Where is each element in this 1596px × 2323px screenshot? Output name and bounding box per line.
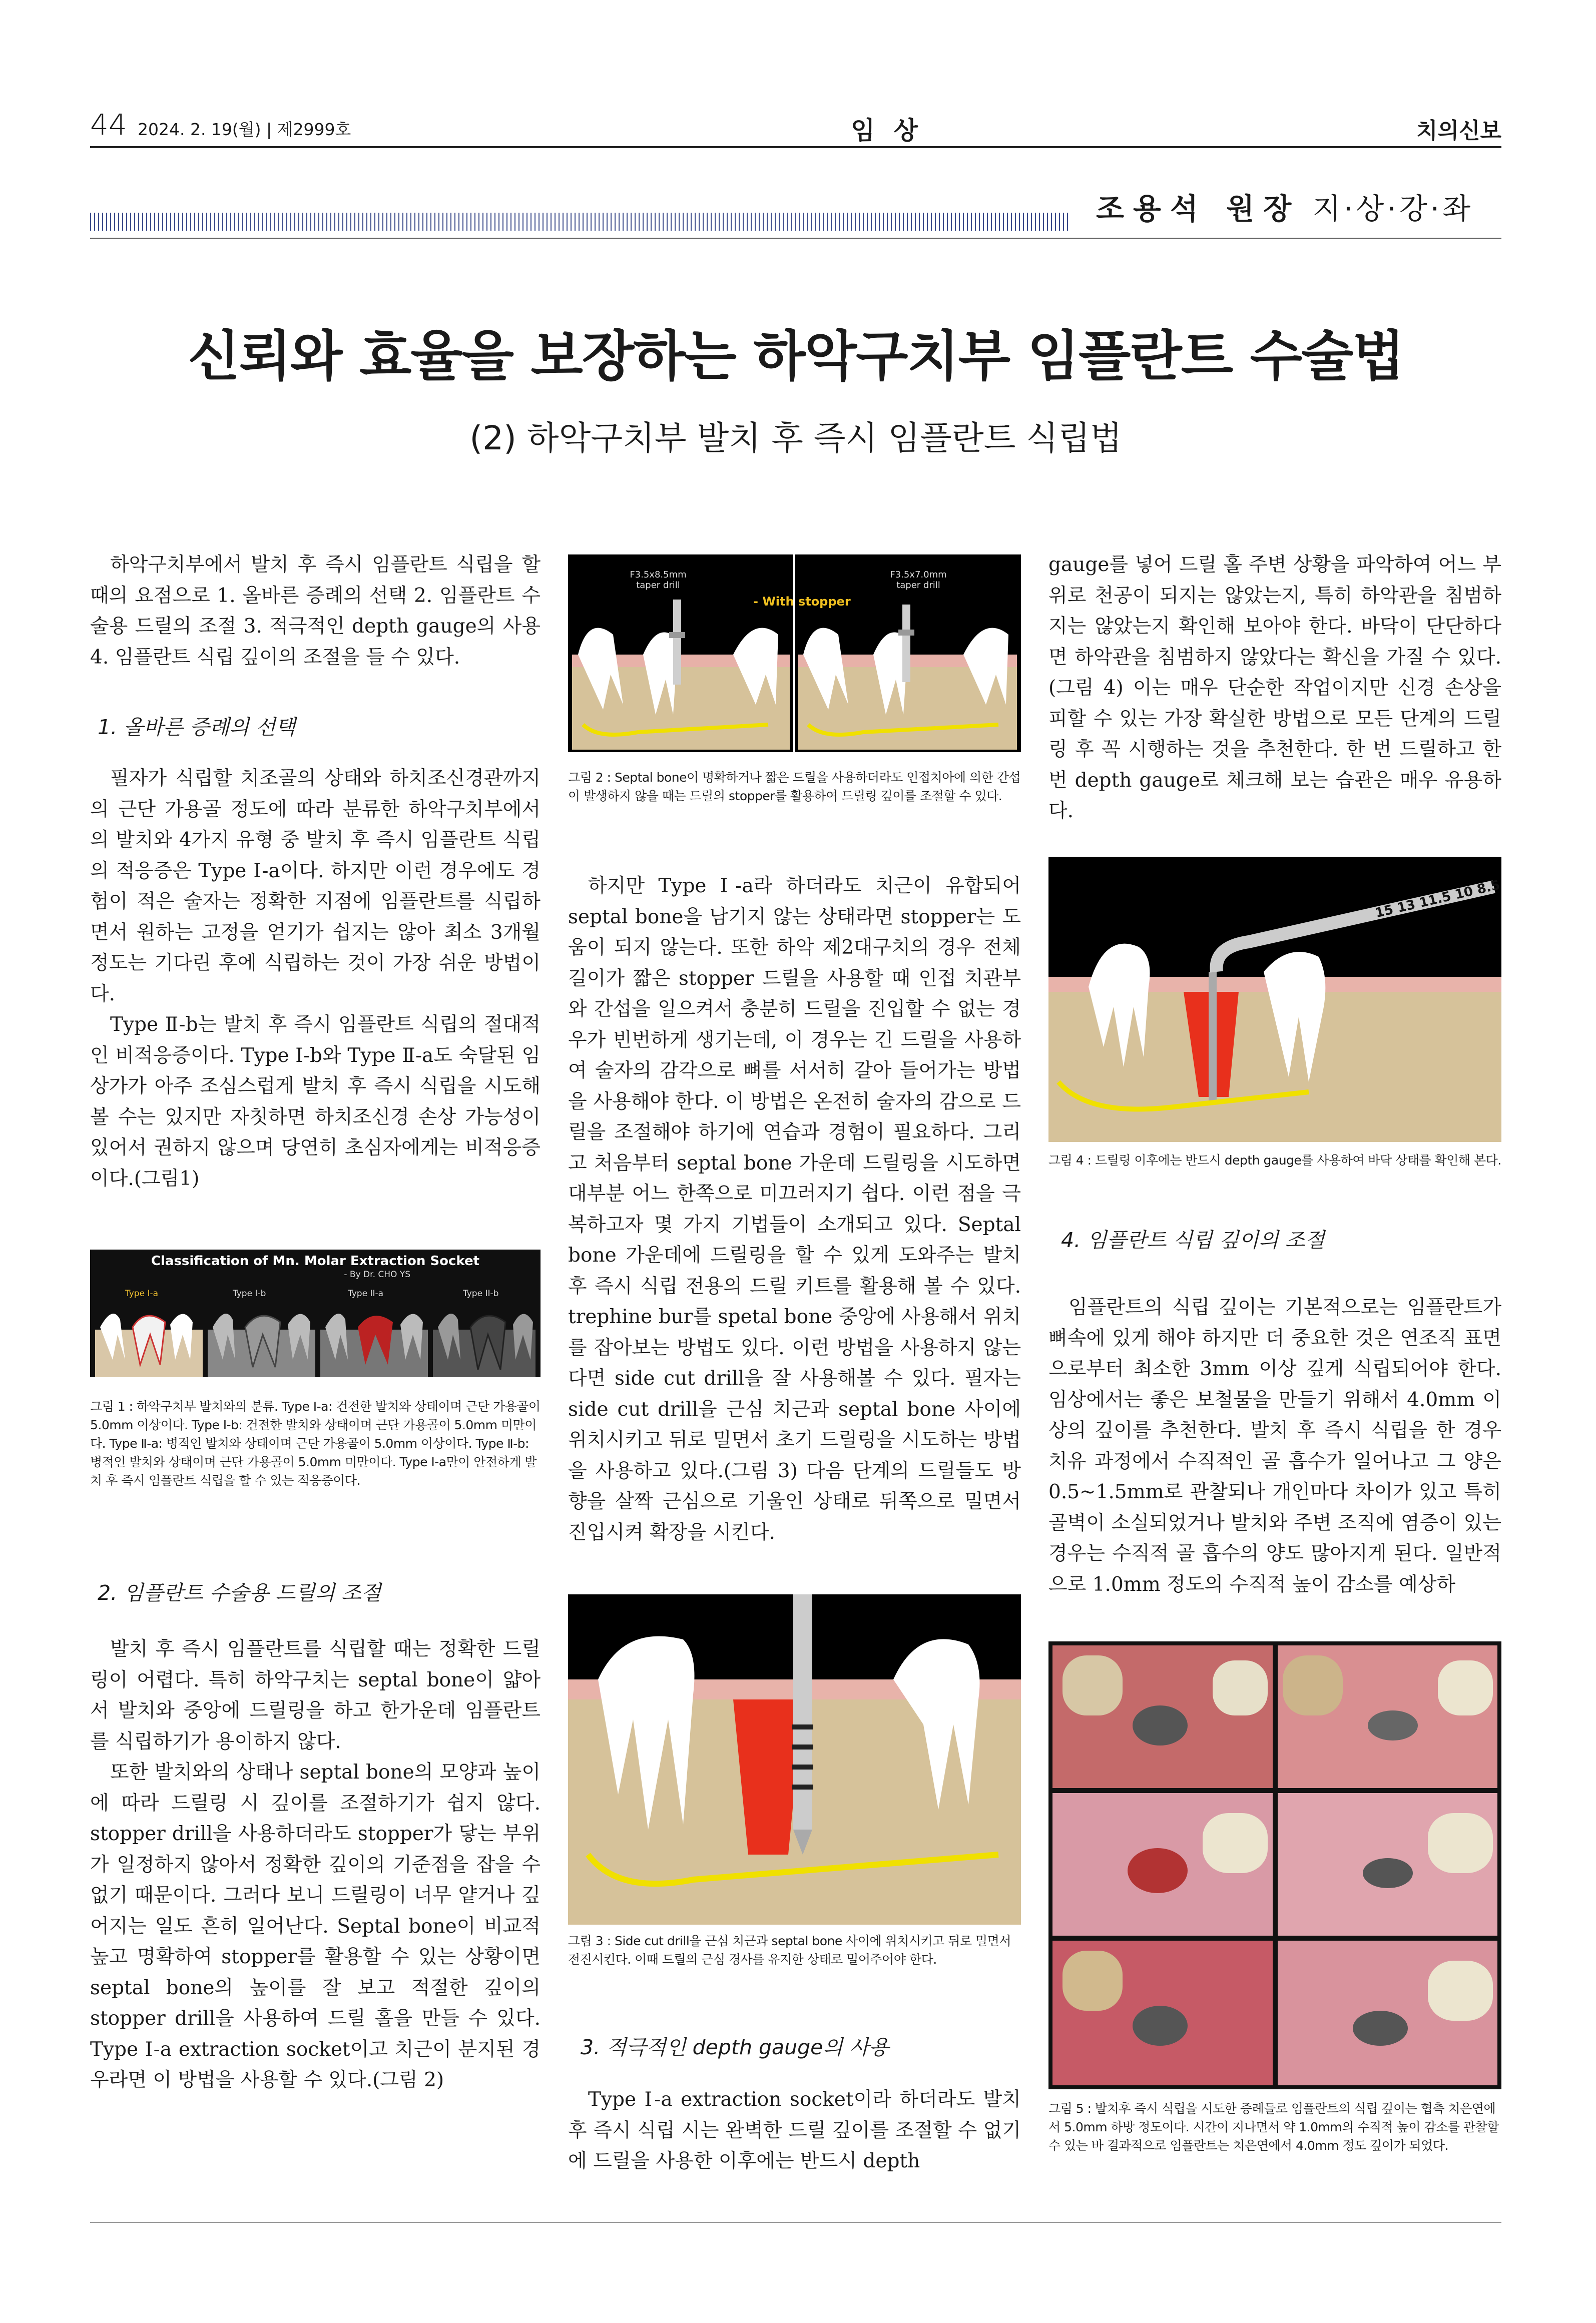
fig2-with-stopper: - With stopper: [753, 595, 851, 609]
heading-3: 3. 적극적인 depth gauge의 사용: [581, 2035, 889, 2059]
col1-block2: [90, 763, 541, 1194]
fig5-photo-2: [1278, 1645, 1497, 1788]
caption-1: 그림 1 : 하악구치부 발치와의 분류. Type Ⅰ-a: 건전한 발치와 상태이며 근단 가용골이 5.0mm 이상이다. Type Ⅰ-b: 건전한 발치와 상태이며 근단 가용골이 5.0mm 미만이다. Type Ⅱ-a: 병적인 발치와 상태이며 근단 가용골이 5.0mm 이상이다. Type Ⅱ-b: 병적인 발치와 상태이며 근단 가용골이 5.0mm 미만이다. Type Ⅰ-a만이 안전하게 발치 후 즉시 임플란트 식립을 할 수 있는 적응증이다.: [90, 1399, 541, 1488]
col1-p2: Type Ⅱ-b는 발치 후 즉시 임플란트 식립의 절대적인 비적응증이다. Type Ⅰ-b와 Type Ⅱ-a도 숙달된 임상가가 아주 조심스럽게 발치 후 즉시 식립을 시도해 볼 수는 있지만 자칫하면 하치조신경 손상 가능성이 있어서 권하지 않으며 당연히 초심자에게는 비적응증이다.(그림1): [90, 1013, 541, 1190]
fig5-photo-5: [1052, 1941, 1273, 2085]
caption-4: 그림 4 : 드릴링 이후에는 반드시 depth gauge를 사용하여 바닥 상태를 확인해 본다.: [1048, 1153, 1501, 1168]
caption-5: 그림 5 : 발치후 즉시 식립을 시도한 증례들로 임플란트의 식립 깊이는 협측 치은연에서 5.0mm 하방 정도이다. 시간이 지나면서 약 1.0mm의 수직적 높이 감소를 관찰할 수 있는 바 결과적으로 임플란트는 치은연에서 4.0mm 정도 깊이가 되었다.: [1048, 2101, 1499, 2153]
page-header: [90, 108, 1501, 143]
series-rule: [90, 238, 1501, 239]
figure-3: [568, 1594, 1021, 1925]
series-author: 조용석 원장: [1096, 192, 1301, 226]
fig5-photo-6: [1278, 1941, 1497, 2085]
fig3-illustration: [568, 1594, 1021, 1925]
fig2-label-right: F3.5x7.0mm taper drill: [890, 569, 947, 591]
col3-block2: [1048, 1292, 1501, 1600]
page-number: 44: [90, 108, 127, 142]
col3-block1: [1048, 549, 1501, 827]
col2-p2: Type Ⅰ-a extraction socket이라 하더라도 발치 후 즉시 식립 시는 완벽한 드릴 깊이를 조절할 수 없기에 드릴을 사용한 이후에는 반드시 depth: [568, 2088, 1021, 2172]
col1-block1: [90, 549, 541, 673]
section-name: 임 상: [851, 116, 923, 145]
fig5-photo-4: [1278, 1793, 1497, 1936]
figure-1: [90, 1250, 541, 1377]
col2-block1: [568, 871, 1021, 1548]
article-title: 신뢰와 효율을 보장하는 하악구치부 임플란트 수술법: [188, 325, 1404, 388]
caption-2: 그림 2 : Septal bone이 명확하거나 짧은 드릴을 사용하더라도 인접치아에 의한 간섭이 발생하지 않을 때는 드릴의 stopper를 활용하여 드릴링 깊이를 조절할 수 있다.: [568, 770, 1021, 803]
article-subtitle: (2) 하악구치부 발치 후 즉시 임플란트 식립법: [469, 419, 1122, 457]
col2-p1: 하지만 Type Ⅰ-a라 하더라도 치근이 유합되어 septal bone을 남기지 않는 상태라면 stopper는 도움이 되지 않는다. 또한 하악 제2대구치의 경우 전체 길이가 짧은 stopper 드릴을 사용할 때 인접 치관부와 간섭을 일으켜서 충분히 드릴을 진입할 수 없는 경우가 빈번하게 생기는데, 이 경우는 긴 드릴을 사용하여 술자의 감각으로 뼈를 서서히 갈아 들어가는 방법을 사용해야 한다. 이 방법은 온전히 술자의 감으로 드릴을 조절해야 하기에 연습과 경험이 필요하다. 그리고 처음부터 septal bone 가운데 드릴링을 시도하면 대부분 어느 한쪽으로 미끄러지기 쉽다. 이런 점을 극복하고자 몇 가지 기법들이 소개되고 있다. Septal bone 가운데에 드릴링을 할 수 있게 도와주는 발치 후 즉시 식립 전용의 드릴 키트를 활용해 볼 수 있다. trephine bur를 spetal bone 중앙에 사용해서 위치를 잡아보는 방법도 있다. 이런 방법을 사용하지 않는다면 side cut drill을 잘 사용해볼 수 있다. 필자는 side cut drill을 근심 치근과 septal bone 사이에 위치시키고 뒤로 밀면서 초기 드릴링을 시도하는 방법을 사용하고 있다.(그림 3) 다음 단계의 드릴들도 방향을 살짝 근심으로 기울인 상태로 뒤쪽으로 밀면서 진입시켜 확장을 시킨다.: [568, 875, 1021, 1544]
fig5-photo-3: [1052, 1793, 1273, 1936]
series-banner: [1096, 185, 1473, 227]
figure-2: [568, 554, 1021, 752]
col1-p3: 발치 후 즉시 임플란트를 식립할 때는 정확한 드릴링이 어렵다. 특히 하악구치는 septal bone이 얇아서 발치와 중앙에 드릴링을 하고 한가운데 임플란트를 식립하기가 용이하지 않다.: [90, 1638, 541, 1753]
fig1-type-3: Type II-a: [348, 1289, 384, 1299]
issue-date: 2024. 2. 19(월) | 제2999호: [138, 120, 351, 139]
heading-1: 1. 올바른 증례의 선택: [98, 715, 296, 739]
fig1-title: Classification of Mn. Molar Extraction Socket: [151, 1254, 480, 1269]
heading-4: 4. 임플란트 식립 깊이의 조절: [1061, 1228, 1325, 1252]
fig1-type-2: Type I-b: [233, 1289, 266, 1299]
header-rule: [90, 146, 1501, 148]
figure-5: [1048, 1641, 1501, 2089]
fig1-byline: - By Dr. CHO YS: [344, 1270, 410, 1280]
col1-intro: 하악구치부에서 발치 후 즉시 임플란트 식립을 할 때의 요점으로 1. 올바른 증례의 선택 2. 임플란트 수술용 드릴의 조절 3. 적극적인 depth gauge의 사용 4. 임플란트 식립 깊이의 조절을 들 수 있다.: [90, 553, 541, 669]
fig2-label-left: F3.5x8.5mm taper drill: [630, 569, 687, 591]
col3-p1: gauge를 넣어 드릴 홀 주변 상황을 파악하여 어느 부위로 천공이 되지는 않았는지, 특히 하악관을 침범하지는 않았는지 확인해 보아야 한다. 바닥이 단단하다면 하악관을 침범하지 않았다는 확신을 가질 수 있다.(그림 4) 이는 매우 단순한 작업이지만 신경 손상을 피할 수 있는 가장 확실한 방법으로 모든 단계의 드릴링 후 꼭 시행하는 것을 추천한다. 한 번 드릴하고 한 번 depth gauge로 체크해 보는 습관은 매우 유용하다.: [1048, 553, 1501, 822]
fig4-scale: 15 13 11.5 10 8.5: [1373, 877, 1501, 921]
col2-block2: [568, 2084, 1021, 2177]
fig1-type-1: Type I-a: [125, 1289, 159, 1299]
footer-rule: [90, 2222, 1501, 2223]
caption-3: 그림 3 : Side cut drill을 근심 치근과 septal bone 사이에 위치시키고 뒤로 밀면서 전진시킨다. 이때 드릴의 근심 경사를 유지한 상태로 밀어주어야 한다.: [568, 1934, 1011, 1967]
fig5-photo-1: [1052, 1645, 1273, 1788]
fig1-illustration: [90, 1300, 541, 1377]
publication-name: 치의신보: [1416, 118, 1501, 144]
series-title: 지·상·강·좌: [1312, 192, 1474, 226]
col1-p1: 필자가 식립할 치조골의 상태와 하치조신경관까지의 근단 가용골 정도에 따라 분류한 하악구치부에서의 발치와 4가지 유형 중 발치 후 즉시 임플란트 식립의 적응증은 Type Ⅰ-a이다. 하지만 이런 경우에도 경험이 적은 술자는 정확한 지점에 임플란트를 식립하면서 원하는 고정을 얻기가 쉽지는 않아 최소 3개월 정도는 기다린 후에 식립하는 것이 가장 쉬운 방법이다.: [90, 767, 541, 1005]
col1-block3: [90, 1634, 541, 2096]
fig1-type-4: Type II-b: [463, 1289, 499, 1299]
col3-p2: 임플란트의 식립 깊이는 기본적으로는 임플란트가 뼈속에 있게 해야 하지만 더 중요한 것은 연조직 표면으로부터 최소한 3mm 이상 깊게 식립되어야 한다. 임상에서는 좋은 보철물을 만들기 위해서 4.0mm 이상의 깊이를 추천한다. 발치 후 즉시 식립을 한 경우 치유 과정에서 수직적인 골 흡수가 일어나고 그 양은 0.5~1.5mm로 관찰되나 개인마다 차이가 있고 특히 골벽이 소실되었거나 발치와 주변 조직에 염증이 있는 경우는 수직적 골 흡수의 양도 많아지게 된다. 일반적으로 1.0mm 정도의 수직적 높이 감소를 예상하: [1048, 1296, 1501, 1596]
figure-4: [1048, 857, 1501, 1142]
decorative-stripe: [90, 213, 1071, 231]
col1-p4: 또한 발치와의 상태나 septal bone의 모양과 높이에 따라 드릴링 시 깊이를 조절하기가 쉽지 않다. stopper drill을 사용하더라도 stopper가 닿는 부위가 일정하지 않아서 정확한 깊이의 기준점을 잡을 수 없기 때문이다. 그러다 보니 드릴링이 너무 얕거나 깊어지는 일도 흔히 일어난다. Septal bone이 비교적 높고 명확하여 stopper를 활용할 수 있는 상황이면 septal bone의 높이를 잘 보고 적절한 깊이의 stopper drill을 사용하여 드릴 홀을 만들 수 있다. Type Ⅰ-a extraction socket이고 치근이 분지된 경우라면 이 방법을 사용할 수 있다.(그림 2): [90, 1761, 541, 2091]
heading-2: 2. 임플란트 수술용 드릴의 조절: [98, 1581, 381, 1605]
